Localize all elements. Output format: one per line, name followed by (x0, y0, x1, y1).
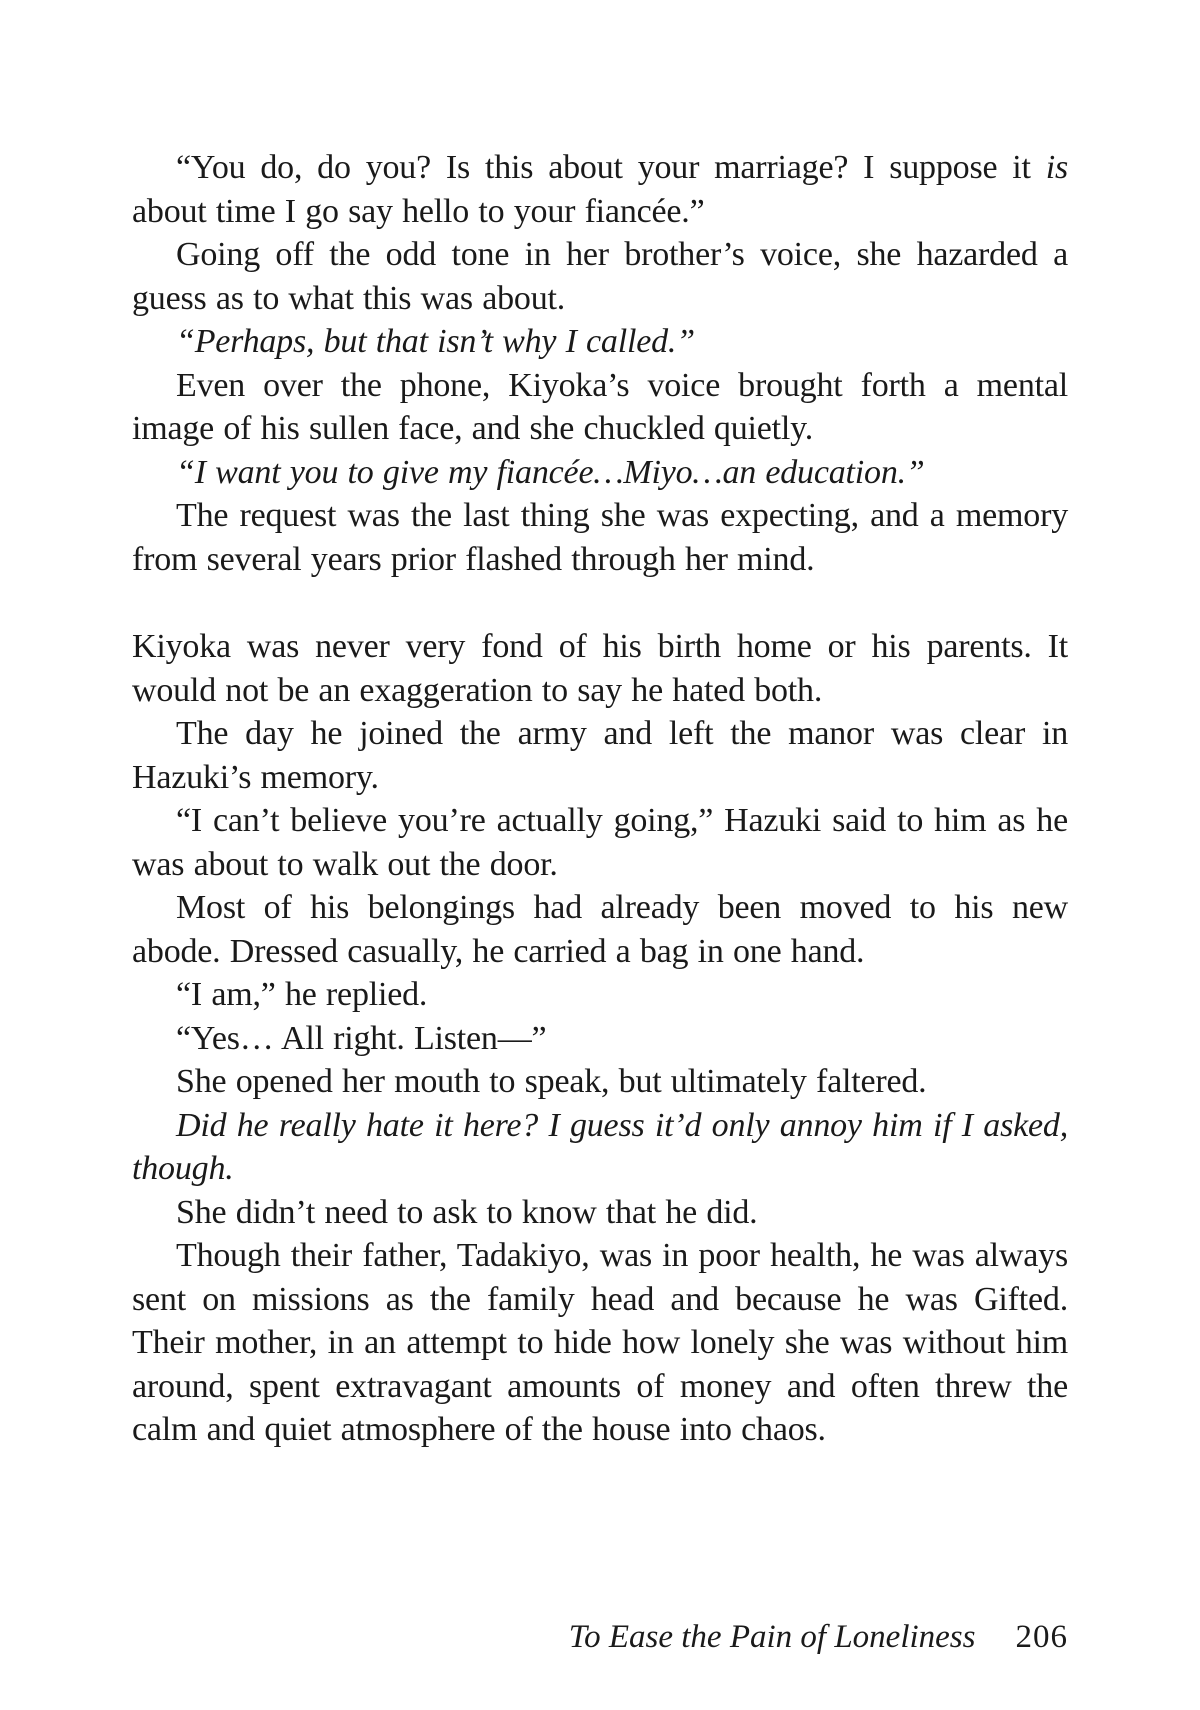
paragraph (132, 799, 1068, 886)
paragraph-section-start (132, 625, 1068, 712)
text-segment: Most of his belongings had already been moved to his new abode. Dressed casually, he carried a bag in one hand. (132, 889, 1068, 970)
paragraph (132, 320, 1068, 364)
text-segment: “I can’t believe you’re actually going,” Hazuki said to him as he was about to walk out the door. (132, 802, 1068, 883)
paragraph (132, 364, 1068, 451)
paragraph (132, 886, 1068, 973)
text-segment: The request was the last thing she was expecting, and a memory from several years prior flashed through her mind. (132, 497, 1068, 578)
italic-text-segment: Did he really hate it here? I guess it’d only annoy him if I asked, though. (132, 1106, 1068, 1187)
running-title: To Ease the Pain of Loneliness (568, 1619, 976, 1655)
text-segment: Though their father, Tadakiyo, was in poor health, he was always sent on missions as the family head and because he was Gifted. Their mother, in an attempt to hide how lonely she was without him around, spent extravagant amounts of money and often threw the calm and quiet atmosphere of the house into chaos. (132, 1237, 1068, 1448)
paragraph (132, 1104, 1068, 1191)
paragraph (132, 1234, 1068, 1452)
paragraph (132, 712, 1068, 799)
text-segment: Kiyoka was never very fond of his birth home or his parents. It would not be an exaggeration to say he hated both. (132, 628, 1068, 709)
paragraph (132, 451, 1068, 495)
page-number: 206 (1015, 1619, 1068, 1655)
page-text-block (132, 146, 1068, 1452)
italic-text-segment: “Perhaps, but that isn’t why I called.” (176, 323, 695, 360)
text-segment: Even over the phone, Kiyoka’s voice brought forth a mental image of his sullen face, and she chuckled quietly. (132, 366, 1068, 447)
page-footer (132, 1616, 1068, 1658)
text-segment: “I am,” he replied. (176, 976, 428, 1013)
paragraph (132, 973, 1068, 1017)
paragraph (132, 1060, 1068, 1104)
text-segment: “You do, do you? Is this about your marriage? I suppose it (176, 149, 1046, 186)
italic-text-segment: “I want you to give my fiancée…Miyo…an education.” (176, 453, 925, 491)
text-segment: The day he joined the army and left the manor was clear in Hazuki’s memory. (132, 715, 1068, 796)
italic-text-segment: is (1045, 149, 1068, 186)
text-segment: “Yes… All right. Listen—” (176, 1019, 547, 1057)
text-segment: about time I go say hello to your fiancée.” (132, 192, 705, 230)
paragraph (132, 494, 1068, 581)
paragraph (132, 146, 1068, 233)
paragraph (132, 1191, 1068, 1235)
text-segment: Going off the odd tone in her brother’s voice, she hazarded a guess as to what this was about. (132, 236, 1068, 317)
text-segment: She didn’t need to ask to know that he did. (176, 1193, 758, 1231)
paragraph (132, 233, 1068, 320)
paragraph (132, 1017, 1068, 1061)
text-segment: She opened her mouth to speak, but ultimately faltered. (176, 1063, 927, 1100)
